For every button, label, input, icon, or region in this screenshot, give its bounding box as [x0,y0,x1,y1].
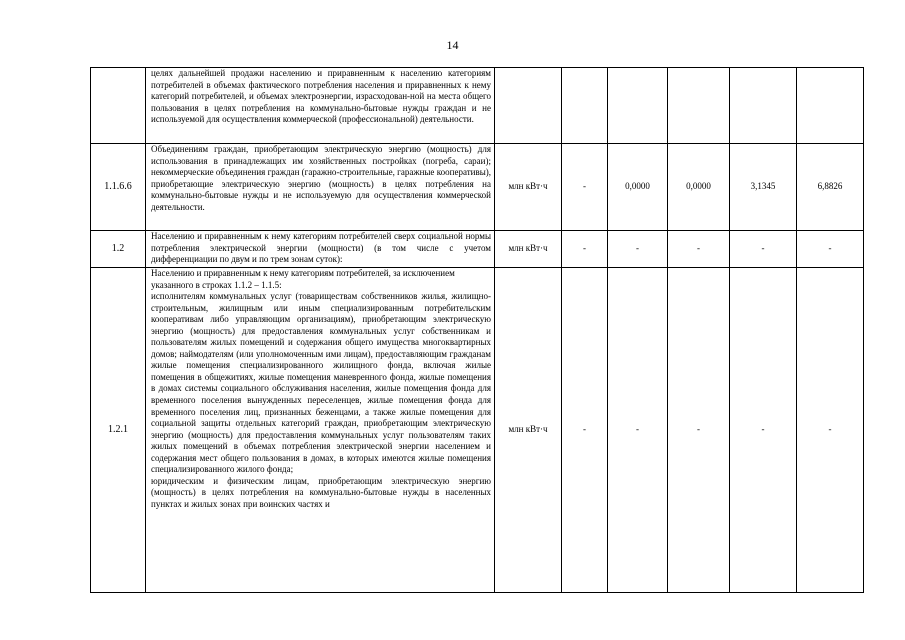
row-description [146,68,495,144]
table-row [91,68,864,144]
row-value: - [608,268,668,593]
row-description [146,268,495,593]
row-value [730,68,797,144]
table-row [91,231,864,268]
row-code: 1.1.6.6 [91,144,146,231]
row-value: 6,8826 [797,144,864,231]
row-value [668,68,730,144]
tariff-table [90,67,864,593]
description-paragraph: Населению и приравненным к нему категориям потребителей, за исключением указанного в строках 1.1.2 – 1.1.5: [151,268,455,290]
row-value: - [730,231,797,268]
description-paragraph: Объединениям граждан, приобретающим электрическую энергию (мощность) для использования в принадлежащих им хозяйственных постройках (погреба, сараи); некоммерческие объединения граждан (гаражно-строительные, гаражные кооперативы), приобретающие электрическую энергию (мощность) в целях потребления на коммунально-бытовые нужды и не используемую для осуществления коммерческой деятельности. [151,144,491,212]
row-value: - [608,231,668,268]
row-code: 1.2.1 [91,268,146,593]
row-value: 0,0000 [608,144,668,231]
row-value: - [797,231,864,268]
row-value: - [562,268,608,593]
row-value: 0,0000 [668,144,730,231]
row-value: 3,1345 [730,144,797,231]
row-unit [495,68,562,144]
description-paragraph: юридическим и физическим лицам, приобретающим электрическую энергию (мощность) в целях потребления на коммунально-бытовые нужды в населенных пунктах и жилых зонах при воинских частях и [151,475,491,509]
row-value [608,68,668,144]
row-value [797,68,864,144]
description-paragraph: Населению и приравненным к нему категориям потребителей сверх социальной нормы потребления электрической энергии (мощности) (в том числе с учетом дифференциации по двум и по трем зонам суток): [151,231,491,265]
row-code: 1.2 [91,231,146,268]
row-unit: млн кВт·ч [495,144,562,231]
row-value: - [730,268,797,593]
row-code [91,68,146,144]
row-value [562,68,608,144]
row-unit: млн кВт·ч [495,231,562,268]
row-description [146,231,495,268]
table-row [91,268,864,593]
table-row [91,144,864,231]
description-paragraph: исполнителям коммунальных услуг (товариществам собственников жилья, жилищно-строительным, жилищным или иным специализированным потребительским кооперативам либо управляющим организациям), приобретающим электрическую энергию (мощность) для предоставления коммунальных услуг собственникам и пользователям жилых помещений и содержания общего имущества многоквартирных домов; наймодателям (или уполномоченным ими лицам), предоставляющим гражданам жилые помещения специализированного жилищного фонда, включая жилые помещения в общежитиях, жилые помещения маневренного фонда, жилые помещения в домах системы социального обслуживания населения, жилые помещения фонда для временного поселения вынужденных переселенцев, жилые помещения фонда для временного поселения лиц, признанных беженцами, а также жилые помещения для социальной защиты отдельных категорий граждан, приобретающим электрическую энергию (мощность) для предоставления коммунальных услуг пользователям таких жилых помещений в объемах потребления электрической энергии населением и содержания мест общего пользования в домах, в которых имеются жилые помещения специализированного жилого фонда; [151,291,491,475]
row-description [146,144,495,231]
row-value: - [562,231,608,268]
page-number: 14 [446,38,459,52]
row-value: - [562,144,608,231]
row-value: - [668,268,730,593]
description-paragraph: целях дальнейшей продажи населению и приравненным к населению категориям потребителей в объемах фактического потребления населения и приравненных к нему категорий потребителей, и объемах электроэнергии, израсходован-ной на места общего пользования в целях потребления на коммунально-бытовые нужды граждан и не используемой для осуществления коммерческой (профессиональной) деятельности. [151,68,491,125]
row-value: - [668,231,730,268]
row-value: - [797,268,864,593]
row-unit: млн кВт·ч [495,268,562,593]
